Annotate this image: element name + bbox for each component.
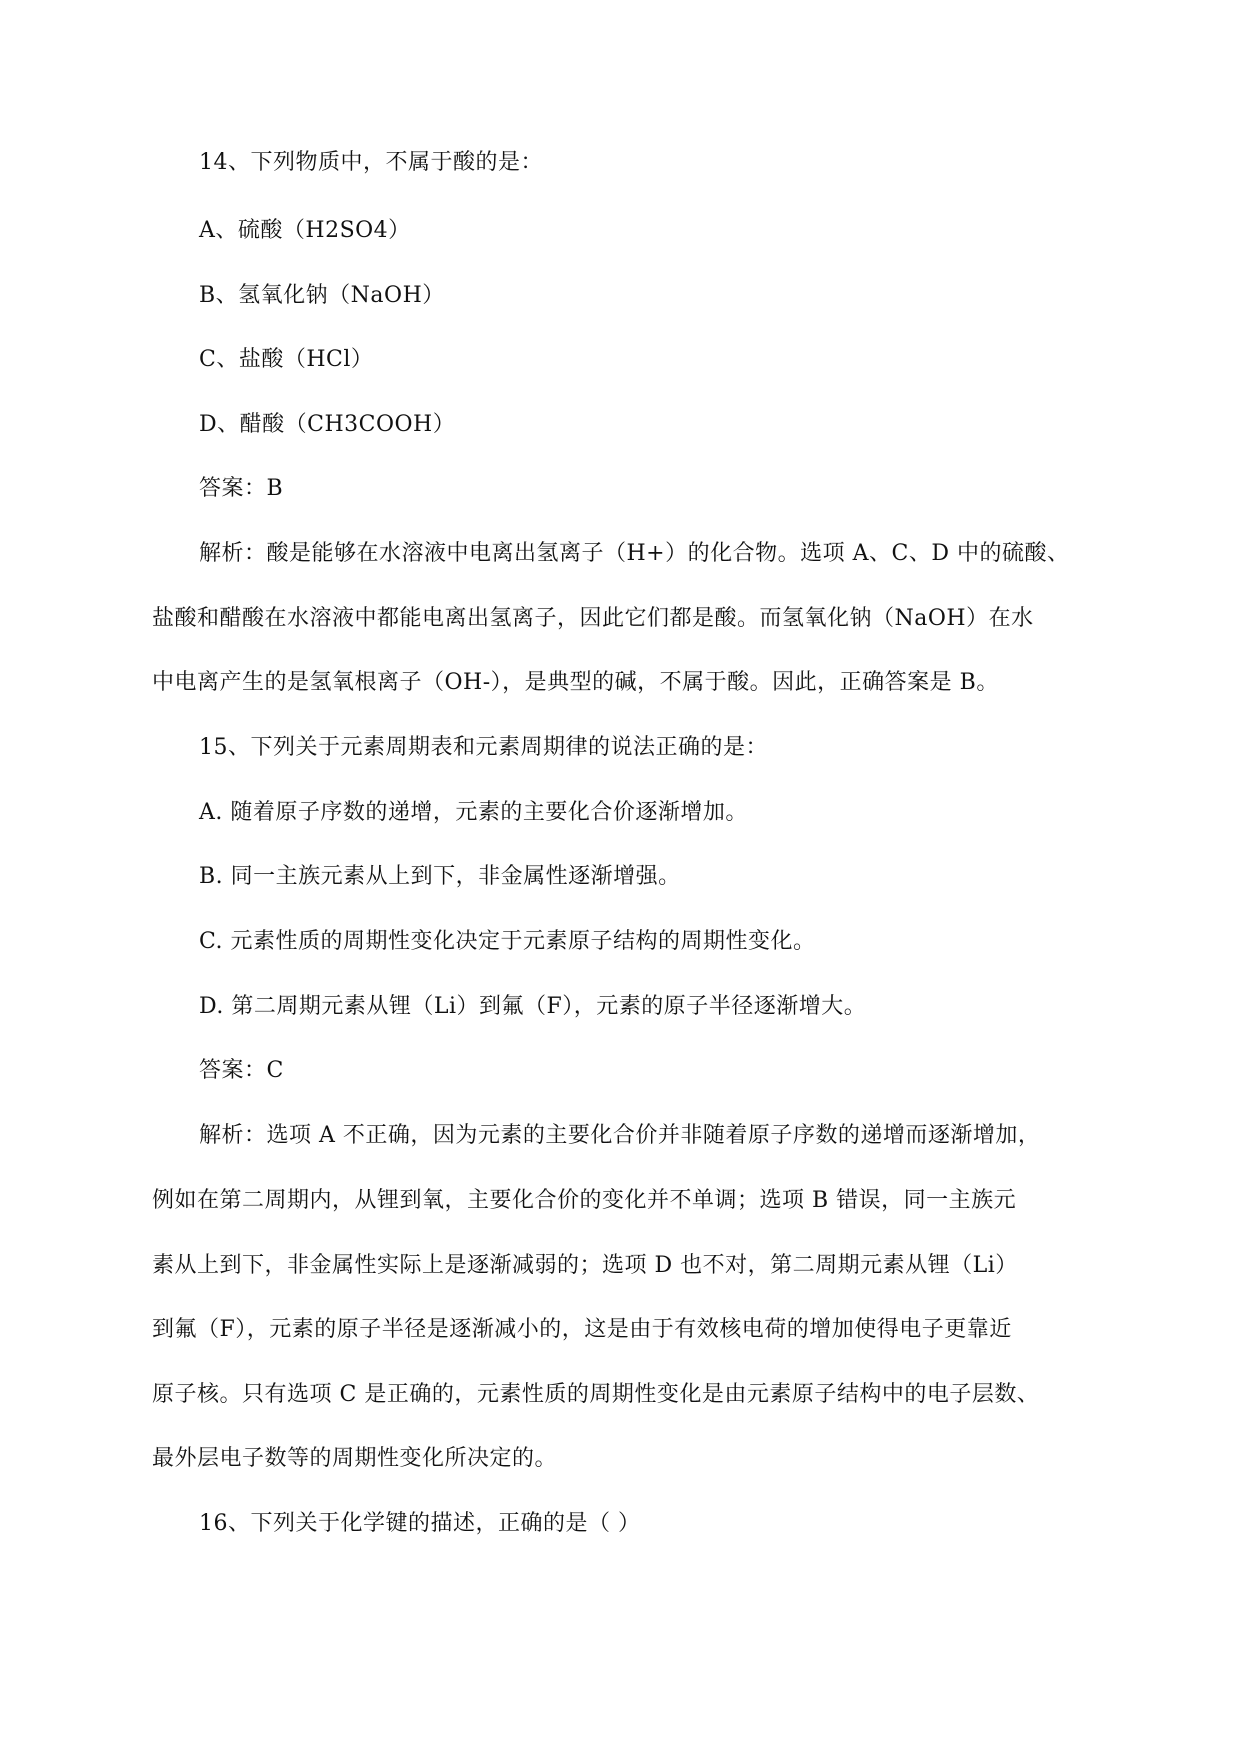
question-14-option-c: C、盐酸（HCl） <box>199 347 374 372</box>
question-14-option-a: A、硫酸（H2SO4） <box>199 218 411 243</box>
question-14-option-b: B、氢氧化钠（NaOH） <box>199 283 445 308</box>
question-14-analysis-line-1: 解析：酸是能够在水溶液中电离出氢离子（H+）的化合物。选项 A、C、D 中的硫酸、 <box>199 541 1070 566</box>
question-14-analysis-line-3: 中电离产生的是氢氧根离子（OH-），是典型的碱，不属于酸。因此，正确答案是 B。 <box>152 670 999 695</box>
question-15-analysis-line-5: 原子核。只有选项 C 是正确的，元素性质的周期性变化是由元素原子结构中的电子层数、 <box>152 1382 1040 1407</box>
question-15-option-d: D. 第二周期元素从锂（Li）到氟（F），元素的原子半径逐渐增大。 <box>199 994 867 1019</box>
question-14-option-d: D、醋酸（CH3COOH） <box>199 412 456 437</box>
question-15-analysis-line-6: 最外层电子数等的周期性变化所决定的。 <box>152 1446 558 1471</box>
question-15-option-a: A. 随着原子序数的递增，元素的主要化合价逐渐增加。 <box>199 800 748 825</box>
question-15-analysis-line-2: 例如在第二周期内，从锂到氧，主要化合价的变化并不单调；选项 B 错误，同一主族元 <box>152 1188 1017 1213</box>
question-15-analysis-line-1: 解析：选项 A 不正确，因为元素的主要化合价并非随着原子序数的递增而逐渐增加， <box>199 1123 1041 1148</box>
question-15-stem: 15、下列关于元素周期表和元素周期律的说法正确的是： <box>199 735 768 760</box>
question-14-answer: 答案：B <box>199 476 284 501</box>
question-16-stem: 16、下列关于化学键的描述，正确的是（ ） <box>199 1511 641 1536</box>
question-15-analysis-line-4: 到氟（F），元素的原子半径是逐渐减小的，这是由于有效核电荷的增加使得电子更靠近 <box>152 1317 1012 1342</box>
question-15-option-b: B. 同一主族元素从上到下，非金属性逐渐增强。 <box>199 864 681 889</box>
question-14-stem: 14、下列物质中，不属于酸的是： <box>199 150 543 175</box>
question-15-option-c: C. 元素性质的周期性变化决定于元素原子结构的周期性变化。 <box>199 929 816 954</box>
question-14-analysis-line-2: 盐酸和醋酸在水溶液中都能电离出氢离子，因此它们都是酸。而氢氧化钠（NaOH）在水 <box>152 606 1034 631</box>
question-15-analysis-line-3: 素从上到下，非金属性实际上是逐渐减弱的；选项 D 也不对，第二周期元素从锂（Li） <box>152 1253 1018 1278</box>
question-15-answer: 答案：C <box>199 1058 284 1083</box>
